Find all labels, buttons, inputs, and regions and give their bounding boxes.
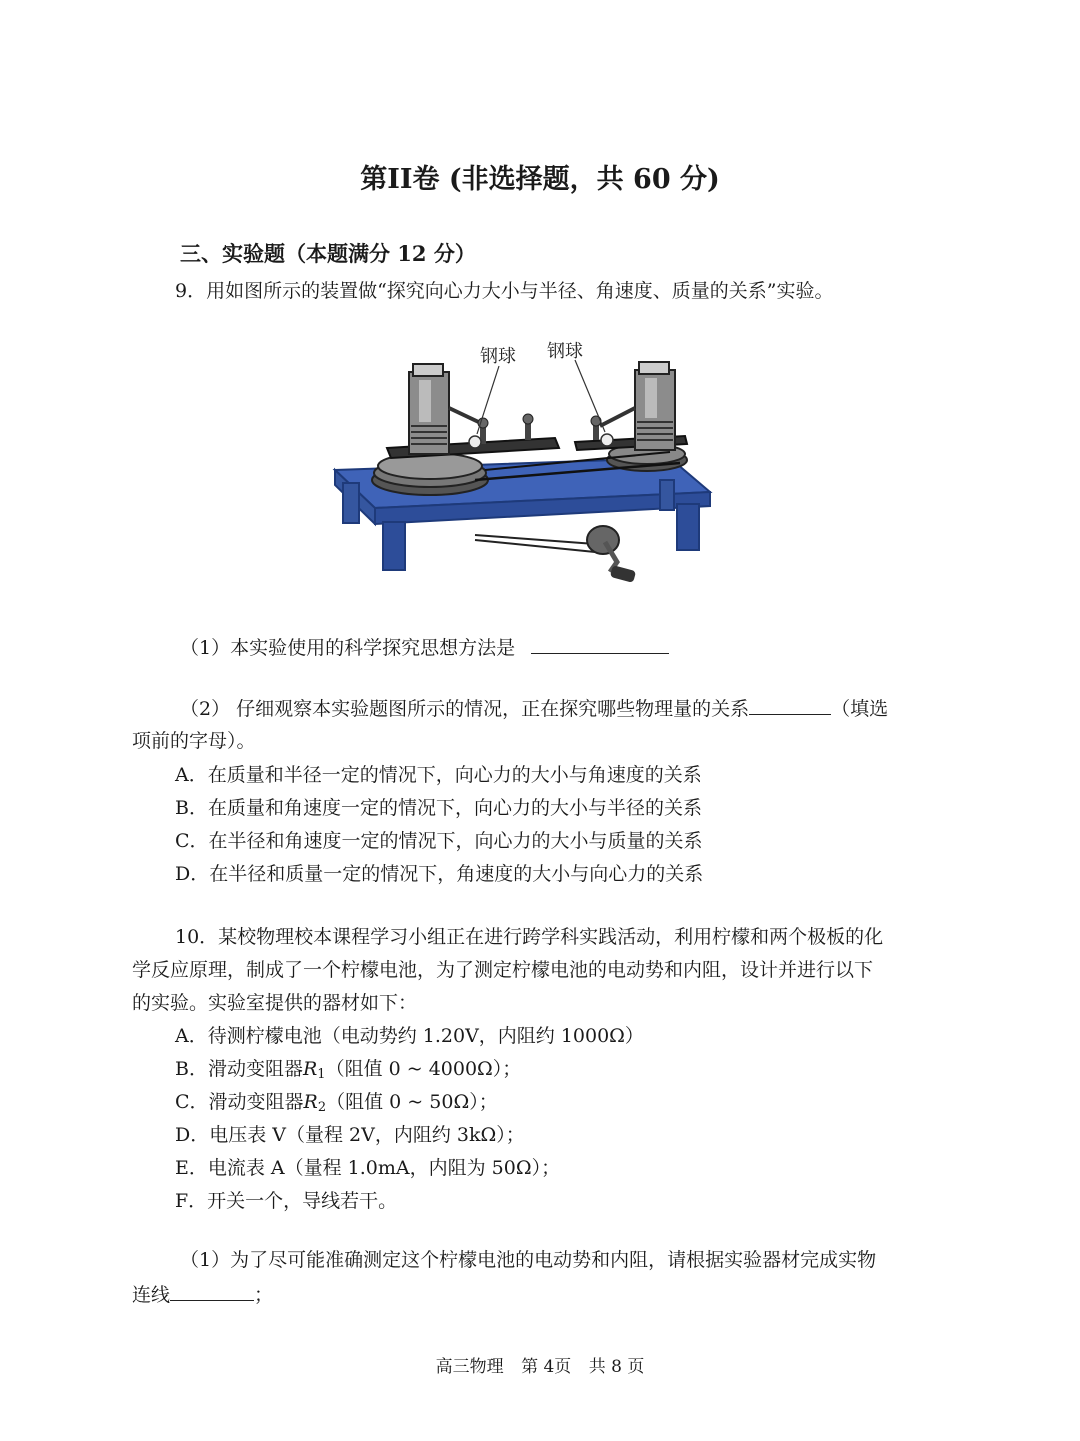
q9-part2-line1 [180, 694, 888, 722]
q9-option-d: D．在半径和质量一定的情况下，角速度的大小与向心力的关系 [175, 863, 704, 885]
centripetal-force-apparatus-figure [325, 330, 725, 595]
q9-option-c: C．在半径和角速度一定的情况下，向心力的大小与质量的关系 [175, 830, 703, 852]
section-heading: 三、实验题（本题满分 12 分） [180, 241, 476, 266]
q9-part2-line2: 项前的字母）。 [132, 730, 256, 752]
q10-part1-line1: （1）为了尽可能准确测定这个柠檬电池的电动势和内阻，请根据实验器材完成实物 [180, 1249, 877, 1271]
q10-part1-text: 连线 [132, 1284, 171, 1306]
q10-option-b-var: R [302, 1058, 318, 1080]
q9-part2-text: （2） 仔细观察本实验题图所示的情况，正在探究哪些物理量的关系 [180, 698, 750, 720]
q9-option-b: B．在质量和角速度一定的情况下，向心力的大小与半径的关系 [175, 797, 702, 819]
page-footer [0, 1352, 1080, 1377]
steel-ball-label-right: 钢球 [547, 341, 583, 362]
q10-part1-semicolon: ； [254, 1284, 274, 1306]
q9-option-a: A．在质量和半径一定的情况下，向心力的大小与角速度的关系 [175, 764, 702, 786]
footer-page-number: 第 4页 [521, 1357, 572, 1377]
q10-option-e: E．电流表 A（量程 1.0mA，内阻为 50Ω）； [175, 1157, 561, 1179]
q9-part1-answer-blank[interactable] [531, 633, 669, 654]
q10-option-b [175, 1056, 521, 1088]
q10-option-b-sub: 1 [317, 1067, 326, 1082]
q10-part1-line2 [132, 1280, 273, 1308]
q10-option-a: A．待测柠檬电池（电动势约 1.20V，内阻约 1000Ω） [175, 1025, 644, 1047]
footer-subject: 高三物理 [435, 1357, 504, 1377]
q9-part1-text: （1）本实验使用的科学探究思想方法是 [180, 637, 516, 659]
q10-option-c [175, 1089, 498, 1121]
q9-part2-text-tail: （填选 [831, 698, 889, 720]
q10-part1-answer-blank[interactable] [170, 1280, 254, 1301]
q10-option-d: D．电压表 V（量程 2V，内阻约 3kΩ）； [175, 1124, 525, 1146]
q10-option-c-text: C．滑动变阻器 [175, 1091, 304, 1113]
steel-ball-label-left: 钢球 [480, 346, 516, 367]
q10-stem-line1: 10．某校物理校本课程学习小组正在进行跨学科实践活动，利用柠檬和两个极板的化 [175, 926, 884, 948]
footer-total-pages: 共 8 页 [588, 1357, 645, 1377]
q10-option-c-range: （阻值 0 ~ 50Ω）； [326, 1091, 498, 1113]
q10-option-b-text: B．滑动变阻器 [175, 1058, 303, 1080]
q10-option-f: F．开关一个，导线若干。 [175, 1190, 398, 1212]
q10-option-b-range: （阻值 0 ~ 4000Ω）； [325, 1058, 522, 1080]
q10-stem-line3: 的实验。实验室提供的器材如下： [132, 992, 418, 1014]
page-title: 第II卷 (非选择题，共 60 分) [360, 164, 720, 195]
q9-part1 [180, 633, 669, 661]
q9-part2-answer-blank[interactable] [749, 694, 831, 715]
q9-stem: 9．用如图所示的装置做“探究向心力大小与半径、角速度、质量的关系”实验。 [175, 280, 834, 302]
q10-option-c-var: R [303, 1091, 318, 1113]
q10-stem-line2: 学反应原理，制成了一个柠檬电池，为了测定柠檬电池的电动势和内阻，设计并进行以下 [132, 959, 874, 981]
q10-option-c-sub: 2 [317, 1100, 327, 1115]
